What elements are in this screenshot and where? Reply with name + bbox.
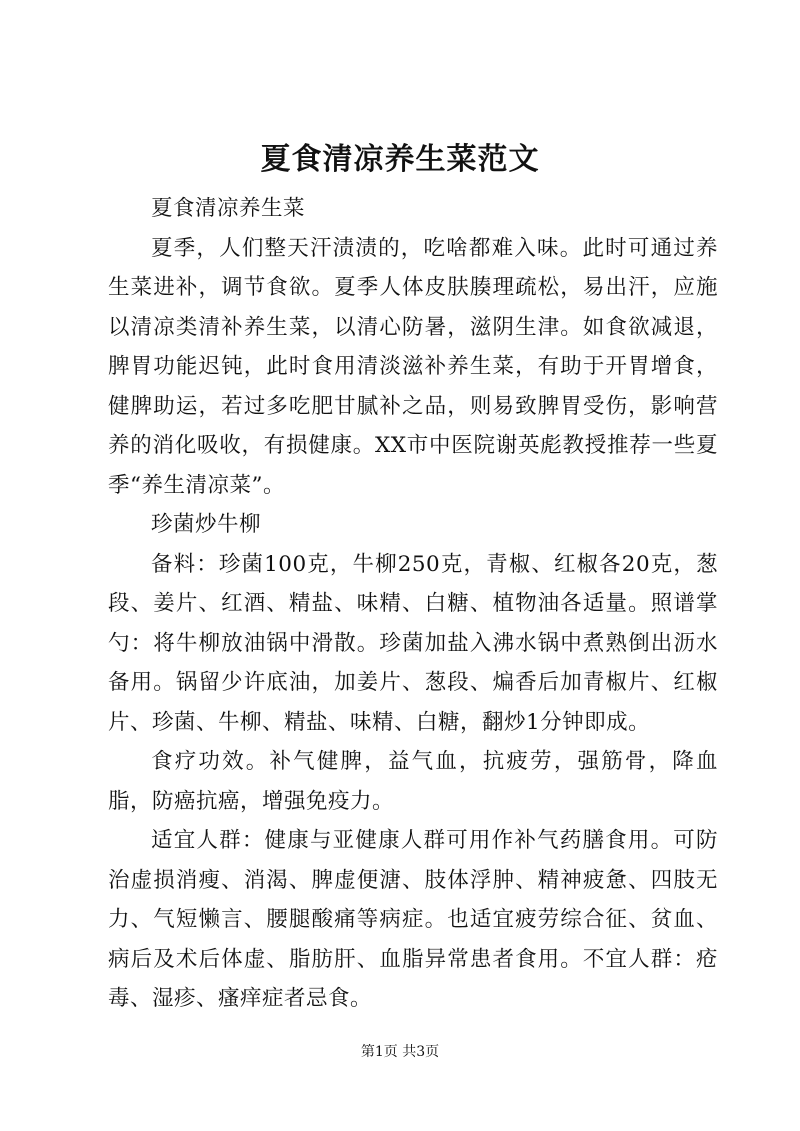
page-footer: 第1页 共3页 bbox=[360, 1044, 440, 1060]
paragraph-ingredients: 备料：珍菌100克，牛柳250克，青椒、红椒各20克，葱段、姜片、红酒、精盐、味精、白糖、植物油各适量。照谱掌勺：将牛柳放油锅中滑散。珍菌加盐入沸水锅中煮熟倒出沥水备用。锅留少许底油，加姜片、葱段、煸香后加青椒片、红椒片、珍菌、牛柳、精盐、味精、白糖，翻炒1分钟即成。 bbox=[108, 551, 718, 735]
paragraph-intro: 夏季，人们整天汗渍渍的，吃啥都难入味。此时可通过养生菜进补，调节食欲。夏季人体皮肤腠理疏松，易出汗，应施以清凉类清补养生菜，以清心防暑，滋阴生津。如食欲减退，脾胃功能迟钝，此时食用清淡滋补养生菜，有助于开胃增食，健脾助运，若过多吃肥甘腻补之品，则易致脾胃受伤，影响营养的消化吸收，有损健康。XX市中医院谢英彪教授推荐一些夏季“养生清凉菜”。 bbox=[108, 235, 718, 498]
section-heading-intro: 夏食清凉养生菜 bbox=[151, 196, 306, 221]
paragraph-efficacy: 食疗功效。补气健脾，益气血，抗疲劳，强筋骨，降血脂，防癌抗癌，增强免疫力。 bbox=[108, 749, 718, 814]
recipe-heading: 珍菌炒牛柳 bbox=[151, 512, 262, 537]
paragraph-suitable-people: 适宜人群：健康与亚健康人群可用作补气药膳食用。可防治虚损消瘦、消渴、脾虚便溏、肢体浮肿、精神疲惫、四肢无力、气短懒言、腰腿酸痛等病症。也适宜疲劳综合征、贫血、病后及术后体虚、脂肪肝、血脂异常患者食用。不宜人群：疮毒、湿疹、瘙痒症者忌食。 bbox=[108, 828, 718, 1011]
document-body bbox=[108, 189, 718, 1019]
page-title: 夏食清凉养生菜范文 bbox=[260, 142, 540, 177]
